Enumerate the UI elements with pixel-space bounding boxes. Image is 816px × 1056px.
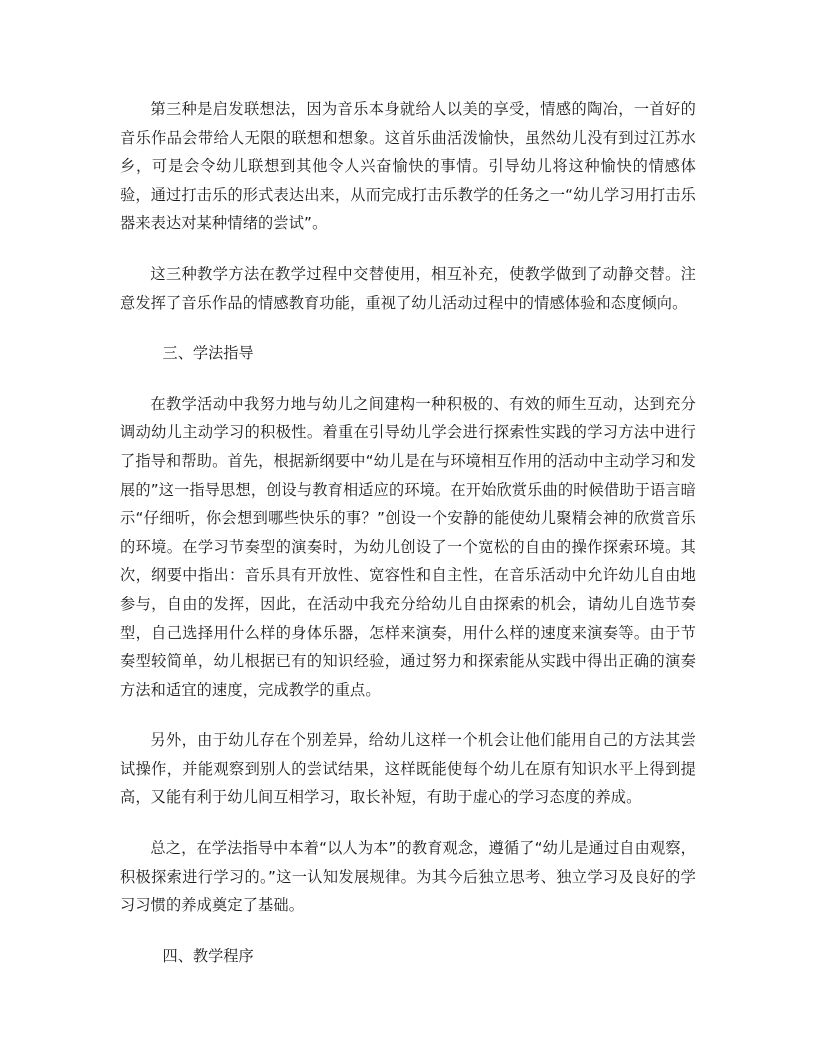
- paragraph-methods-summary: 这三种教学方法在教学过程中交替使用，相互补充，使教学做到了动静交替。注意发挥了音乐作品的情感教育功能，重视了幼儿活动过程中的情感体验和态度倾向。: [120, 264, 696, 312]
- paragraph-conclusion: 总之，在学法指导中本着“以人为本”的教育观念，遵循了“幼儿是通过自由观察，积极探索进行学习的。”这一认知发展规律。为其今后独立思考、独立学习及良好的学习习惯的养成奠定了基础。: [120, 839, 696, 915]
- paragraph-inspiration-method: 第三种是启发联想法，因为音乐本身就给人以美的享受，情感的陶冶，一首好的音乐作品会带给人无限的联想和想象。这首乐曲活泼愉快，虽然幼儿没有到过江苏水乡，可是会令幼儿联想到其他令人兴奋愉快的事情。引导幼儿将这种愉快的情感体验，通过打击乐的形式表达出来，从而完成打击乐教学的任务之一“幼儿学习用打击乐器来表达对某种情绪的尝试”。: [120, 100, 696, 233]
- section-heading-study-guidance: 三、学法指导: [162, 344, 254, 363]
- paragraph-individual-differences: 另外，由于幼儿存在个别差异，给幼儿这样一个机会让他们能用自己的方法其尝试操作，并能观察到别人的尝试结果，这样既能使每个幼儿在原有知识水平上得到提高，又能有利于幼儿间互相学习，取长补短，有助于虚心的学习态度的养成。: [120, 731, 696, 807]
- paragraph-teacher-child-interaction: 在教学活动中我努力地与幼儿之间建构一种积极的、有效的师生互动，达到充分调动幼儿主动学习的积极性。着重在引导幼儿学会进行探索性实践的学习方法中进行了指导和帮助。首先，根据新纲要中“幼儿是在与环境相互作用的活动中主动学习和发展的”这一指导思想，创设与教育相适应的环境。在开始欣赏乐曲的时候借助于语言暗示“仔细听，你会想到哪些快乐的事？”创设一个安静的能使幼儿聚精会神的欣赏音乐的环境。在学习节奏型的演奏时，为幼儿创设了一个宽松的自由的操作探索环境。其次，纲要中指出：音乐具有开放性、宽容性和自主性，在音乐活动中允许幼儿自由地参与，自由的发挥，因此，在活动中我充分给幼儿自由探索的机会，请幼儿自选节奏型，自己选择用什么样的身体乐器，怎样来演奏，用什么样的速度来演奏等。由于节奏型较简单，幼儿根据已有的知识经验，通过努力和探索能从实践中得出正确的演奏方法和适宜的速度，完成教学的重点。: [120, 394, 696, 699]
- section-heading-teaching-procedure: 四、教学程序: [162, 946, 254, 965]
